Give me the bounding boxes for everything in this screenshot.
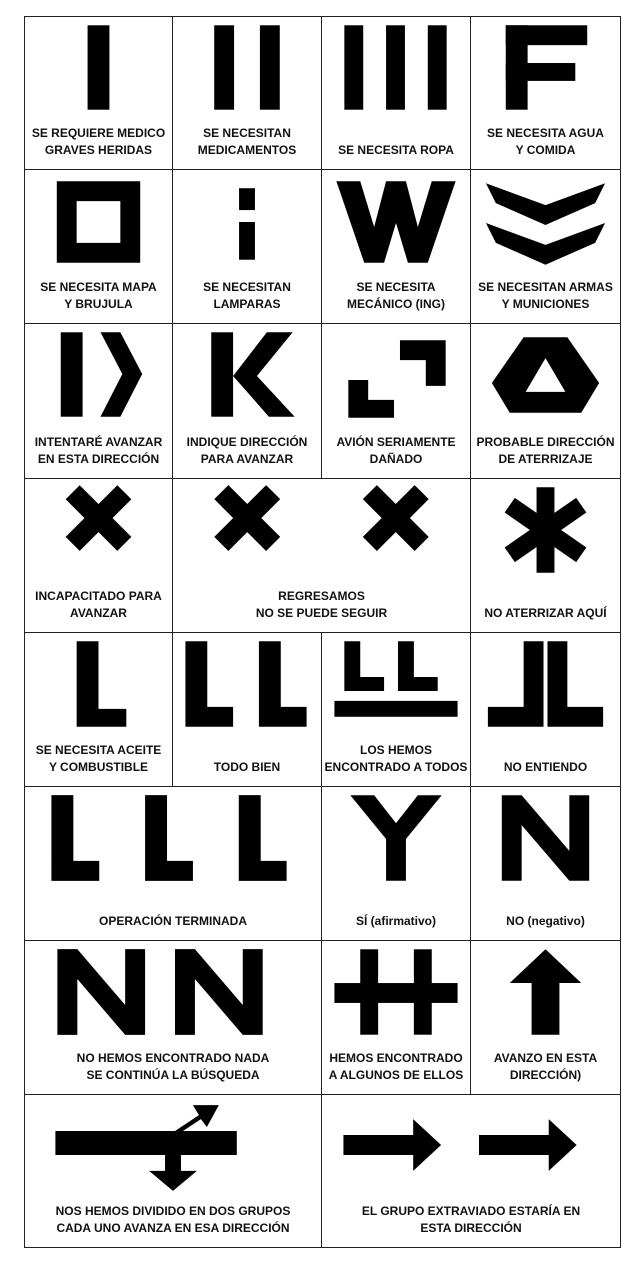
- signal-label-line: INTENTARÉ AVANZAR: [34, 435, 163, 449]
- signal-label-line: Y COMBUSTIBLE: [48, 760, 149, 774]
- signal-label-line: NO ATERRIZAR AQUÍ: [484, 606, 607, 620]
- signal-label: [473, 605, 618, 622]
- signal-label-line: SE NECESITAN: [203, 126, 291, 140]
- signal-cell-s6: [172, 169, 322, 324]
- signal-label: [27, 913, 319, 930]
- letter-n-icon: [471, 791, 620, 883]
- broken-corners-icon: [322, 328, 470, 420]
- signal-cell-s3: [321, 16, 471, 170]
- signal-cell-s7: [321, 169, 471, 324]
- signal-label-line: DAÑADO: [369, 452, 423, 466]
- signal-label: [324, 742, 468, 776]
- signal-cell-s22: [470, 786, 621, 941]
- jl-icon: [471, 637, 620, 729]
- signal-cell-s8: [470, 169, 621, 324]
- signal-label: [27, 279, 170, 313]
- signal-cell-s17: [172, 632, 322, 787]
- signal-label-line: NO SE PUEDE SEGUIR: [255, 606, 388, 620]
- signal-label-line: REGRESAMOS: [278, 589, 365, 603]
- signal-label: [473, 1050, 618, 1084]
- signal-cell-s27: [321, 1094, 621, 1248]
- signal-label-line: OPERACIÓN TERMINADA: [98, 914, 247, 928]
- signal-label-line: GRAVES HERIDAS: [44, 143, 153, 157]
- signal-cell-s11: [321, 323, 471, 479]
- numeral-two-icon: [173, 21, 321, 113]
- double-l-icon: [173, 637, 321, 729]
- letter-l-icon: [25, 637, 172, 729]
- signal-label-line: SE CONTINÚA LA BÚSQUEDA: [86, 1068, 260, 1082]
- signal-label-line: SÍ (afirmativo): [355, 914, 436, 928]
- signal-label-line: LAMPARAS: [213, 297, 281, 311]
- signal-label-line: HEMOS ENCONTRADO: [329, 1051, 463, 1065]
- signal-label-line: AVANZO EN ESTA: [493, 1051, 598, 1065]
- signal-cell-s2: [172, 16, 322, 170]
- signal-cell-s25: [470, 940, 621, 1095]
- signal-label-line: EL GRUPO EXTRAVIADO ESTARÍA EN: [361, 1204, 581, 1218]
- double-arrow-right-icon: [322, 1099, 620, 1191]
- signal-label-line: INDIQUE DIRECCIÓN: [186, 435, 308, 449]
- signal-label-line: PROBABLE DIRECCIÓN: [476, 435, 615, 449]
- signal-cell-s19: [470, 632, 621, 787]
- signal-label: [27, 1050, 319, 1084]
- signal-cell-s18: [321, 632, 471, 787]
- signal-label: [27, 434, 170, 468]
- signal-label: [175, 759, 319, 776]
- signal-label: [473, 125, 618, 159]
- signal-cell-s10: [172, 323, 322, 479]
- numeral-three-icon: [322, 21, 470, 113]
- signal-label-line: AVIÓN SERIAMENTE: [336, 435, 456, 449]
- signal-cell-s12: [470, 323, 621, 479]
- signal-label-line: Y MUNICIONES: [501, 297, 590, 311]
- signal-cell-s13: [24, 478, 173, 633]
- signal-label-line: SE NECESITA ACEITE: [35, 743, 162, 757]
- signal-label-line: ENCONTRADO A TODOS: [324, 760, 468, 774]
- signal-label-line: ESTA DIRECCIÓN: [420, 1221, 522, 1235]
- signal-cell-s9: [24, 323, 173, 479]
- signal-label: [473, 913, 618, 930]
- signal-label: [473, 434, 618, 468]
- signal-cell-s21: [321, 786, 471, 941]
- double-l-underline-icon: [322, 637, 470, 729]
- signal-label-line: NO HEMOS ENCONTRADO NADA: [76, 1051, 270, 1065]
- bar-chevron-icon: [25, 328, 172, 420]
- signal-cell-s16: [24, 632, 173, 787]
- signal-label-line: PARA AVANZAR: [200, 452, 294, 466]
- signal-label: [324, 142, 468, 159]
- x-icon: [25, 483, 172, 575]
- letter-f-icon: [471, 21, 620, 113]
- signal-label: [473, 279, 618, 313]
- signal-label-line: SE REQUIERE MEDICO: [31, 126, 166, 140]
- signal-label-line: INCAPACITADO PARA: [35, 589, 162, 603]
- asterisk-icon: [471, 483, 620, 575]
- signal-label-line: DE ATERRIZAJE: [498, 452, 593, 466]
- signal-cell-s26: [24, 1094, 322, 1248]
- signal-label: [27, 588, 170, 622]
- signal-label: [324, 1050, 468, 1084]
- signal-label-line: Y BRUJULA: [64, 297, 133, 311]
- signal-label: [175, 588, 468, 622]
- double-chevron-icon: [471, 174, 620, 266]
- signal-label-line: DIRECCIÓN): [509, 1068, 582, 1082]
- signal-label: [324, 1203, 618, 1237]
- signal-cell-s15: [470, 478, 621, 633]
- signal-label-line: SE NECESITA AGUA: [487, 126, 604, 140]
- signal-label: [27, 1203, 319, 1237]
- signal-label: [175, 125, 319, 159]
- double-n-icon: [25, 945, 321, 1037]
- signal-cell-s1: [24, 16, 173, 170]
- signal-label-line: MEDICAMENTOS: [197, 143, 297, 157]
- signal-label-line: CADA UNO AVANZA EN ESA DIRECCIÓN: [56, 1221, 290, 1235]
- letter-w-icon: [322, 174, 470, 266]
- signal-cell-s23: [24, 940, 322, 1095]
- letter-y-icon: [322, 791, 470, 883]
- signal-label-line: NO ENTIENDO: [503, 760, 588, 774]
- signal-label: [324, 913, 468, 930]
- signal-label: [324, 279, 468, 313]
- signal-cell-s5: [24, 169, 173, 324]
- signal-label-line: NO (negativo): [506, 914, 585, 928]
- signal-label-line: SE NECESITA: [356, 280, 436, 294]
- signal-label: [175, 434, 319, 468]
- vertical-dashes-icon: [173, 174, 321, 266]
- signal-label: [27, 125, 170, 159]
- signal-cell-s14: [172, 478, 471, 633]
- signal-label: [27, 742, 170, 776]
- signal-label-line: MECÁNICO (ING): [347, 297, 445, 311]
- signal-label-line: NOS HEMOS DIVIDIDO EN DOS GRUPOS: [55, 1204, 291, 1218]
- signal-label: [473, 759, 618, 776]
- signal-label-line: A ALGUNOS DE ELLOS: [328, 1068, 464, 1082]
- signal-label-line: SE NECESITA ROPA: [338, 143, 454, 157]
- signal-label-line: AVANZAR: [70, 606, 127, 620]
- signal-label-line: TODO BIEN: [213, 760, 281, 774]
- signal-label-line: SE NECESITAN ARMAS: [478, 280, 613, 294]
- signal-cell-s24: [321, 940, 471, 1095]
- arrow-up-icon: [471, 945, 620, 1037]
- signal-label: [324, 434, 468, 468]
- letter-k-icon: [173, 328, 321, 420]
- signal-label-line: SE NECESITA MAPA: [40, 280, 157, 294]
- triple-l-icon: [25, 791, 321, 883]
- signal-label-line: Y COMIDA: [515, 143, 576, 157]
- split-arrow-icon: [25, 1099, 321, 1191]
- triangle-icon: [471, 328, 620, 420]
- signal-label-line: EN ESTA DIRECCIÓN: [37, 452, 160, 466]
- numeral-one-icon: [25, 21, 172, 113]
- signal-cell-s20: [24, 786, 322, 941]
- signal-label-line: SE NECESITAN: [203, 280, 291, 294]
- double-cross-icon: [322, 945, 470, 1037]
- signal-label-line: LOS HEMOS: [359, 743, 432, 757]
- double-x-icon: [173, 483, 470, 575]
- signal-label: [175, 279, 319, 313]
- signal-cell-s4: [470, 16, 621, 170]
- square-icon: [25, 174, 172, 266]
